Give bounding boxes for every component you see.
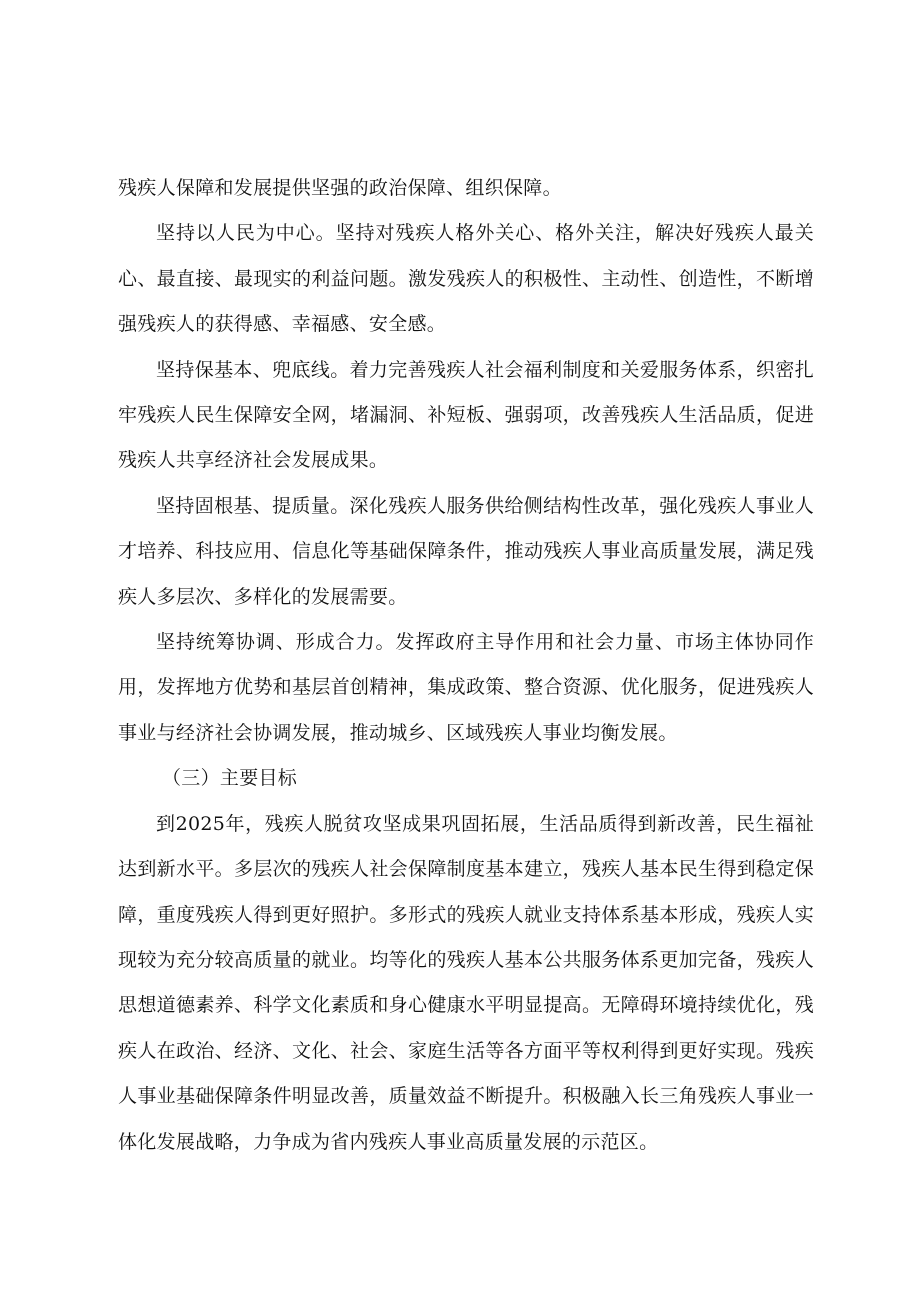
paragraph-continuation: 残疾人保障和发展提供坚强的政治保障、组织保障。: [118, 177, 562, 199]
document-body: [118, 166, 814, 1165]
section-heading-main-goals: （三）主要目标: [162, 767, 298, 790]
paragraph-foundation-quality: 坚持固根基、提质量。深化残疾人服务供给侧结构性改革，强化残疾人事业人才培养、科技应用、信息化等基础保障条件，推动残疾人事业高质量发展，满足残疾人多层次、多样化的发展需要。: [118, 494, 814, 608]
paragraph-people-centered: 坚持以人民为中心。坚持对残疾人格外关心、格外关注，解决好残疾人最关心、最直接、最现实的利益问题。激发残疾人的积极性、主动性、创造性，不断增强残疾人的获得感、幸福感、安全感。: [118, 222, 814, 336]
paragraph-main-goals: 到2025年，残疾人脱贫攻坚成果巩固拓展，生活品质得到新改善，民生福祉达到新水平。多层次的残疾人社会保障制度基本建立，残疾人基本民生得到稳定保障，重度残疾人得到更好照护。多形式的残疾人就业支持体系基本形成，残疾人实现较为充分较高质量的就业。均等化的残疾人基本公共服务体系更加完备，残疾人思想道德素养、科学文化素质和身心健康水平明显提高。无障碍环境持续优化，残疾人在政治、经济、文化、社会、家庭生活等各方面平等权利得到更好实现。残疾人事业基础保障条件明显改善，质量效益不断提升。积极融入长三角残疾人事业一体化发展战略，力争成为省内残疾人事业高质量发展的示范区。: [118, 812, 814, 1153]
paragraph-basic-guarantee: 坚持保基本、兜底线。着力完善残疾人社会福利制度和关爱服务体系，织密扎牢残疾人民生保障安全网，堵漏洞、补短板、强弱项，改善残疾人生活品质，促进残疾人共享经济社会发展成果。: [118, 358, 814, 472]
paragraph-coordination: 坚持统筹协调、形成合力。发挥政府主导作用和社会力量、市场主体协同作用，发挥地方优势和基层首创精神，集成政策、整合资源、优化服务，促进残疾人事业与经济社会协调发展，推动城乡、区域残疾人事业均衡发展。: [118, 631, 814, 744]
